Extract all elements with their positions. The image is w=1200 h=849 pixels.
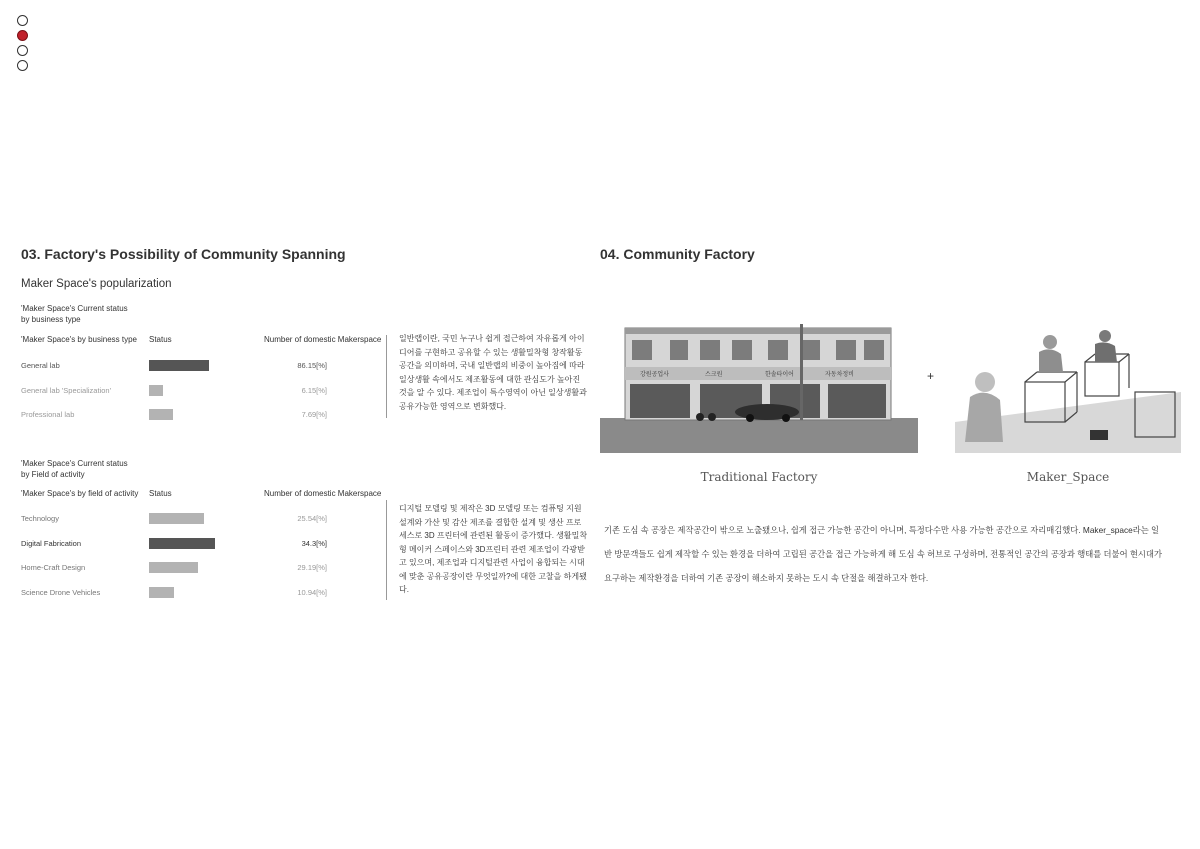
row-value: 10.94[%] (297, 587, 327, 597)
status-bar (149, 385, 163, 396)
status-bar (149, 587, 174, 598)
table2-col-field: 'Maker Space's by field of activity (21, 489, 139, 498)
table2-title (21, 458, 161, 480)
store-sign-3: 한솔타이어 (765, 371, 794, 378)
table1-title-line1: 'Maker Space's Current status (21, 304, 128, 313)
community-factory-line-2: 반 방문객들도 쉽게 제작할 수 있는 환경을 더하여 고립된 공간을 접근 가능하게 해 도심 속 허브로 구성하며, 전통적인 공간의 공장과 행태를 더불어 현시대가 (604, 549, 1162, 559)
table2-header (21, 489, 387, 503)
row-label: Professional lab (21, 410, 75, 419)
table2-title-line1: 'Maker Space's Current status (21, 459, 128, 468)
status-bar (149, 360, 209, 371)
table-row (21, 357, 387, 382)
row-value: 29.19[%] (297, 563, 327, 572)
table1-title-line2: by business type (21, 315, 81, 324)
community-factory-line-3: 요구하는 제작환경을 더하여 기존 공장이 해소하지 못하는 도시 속 단절을 해결하고자 한다. (604, 573, 929, 583)
row-label: Digital Fabrication (21, 538, 82, 548)
table-row (21, 510, 387, 535)
row-label: General lab 'Specialization' (21, 385, 111, 395)
section-title-factory-possibility: 03. Factory's Possibility of Community Spanning (21, 246, 346, 262)
status-bar (149, 562, 198, 573)
table-row (21, 584, 387, 609)
row-value: 34.3[%] (301, 538, 327, 548)
table-row (21, 406, 387, 431)
section-title-community-factory: 04. Community Factory (600, 246, 755, 262)
maker-space-image (955, 322, 1181, 453)
field-activity-table (21, 489, 387, 608)
page-nav-dots (17, 15, 28, 75)
row-label: General lab (21, 361, 60, 370)
row-value: 7.69[%] (301, 410, 327, 419)
business-type-table (21, 335, 387, 431)
business-type-paragraph: 일반랩이란, 국민 누구나 쉽게 접근하여 자유롭게 아이디어를 구현하고 공유할 수 있는 생활밀착형 창작활동 공간을 의미하며, 국내 일반랩의 비중이 높아짐에 따라 일상생활 속에서도 제조활동에 대한 관심도가 높아진 것을 알 수 있다. 제조업이 특수영역이 아닌 일상생활과 공유가능한 영역으로 변화했다. (399, 334, 587, 411)
row-value: 6.15[%] (301, 385, 327, 395)
table1-col-status: Status (149, 335, 172, 344)
caption-maker-space: Maker_Space (1026, 470, 1110, 484)
status-bar (149, 513, 204, 524)
page-dot-2-active[interactable] (17, 30, 28, 41)
status-bar (149, 409, 173, 420)
table1-header (21, 335, 387, 349)
store-sign-1: 강원공업사 (640, 371, 669, 378)
table1-col-type: 'Maker Space's by business type (21, 335, 137, 344)
divider-line (386, 335, 387, 418)
table2-title-line2: by Field of activity (21, 470, 85, 479)
table1-col-number: Number of domestic Makerspace (264, 335, 382, 344)
table-row (21, 535, 387, 560)
row-label: Science Drone Vehicles (21, 587, 101, 597)
store-sign-4: 자동차정비 (825, 371, 854, 378)
table-row (21, 382, 387, 407)
table2-col-status: Status (149, 489, 172, 498)
row-label: Technology (21, 514, 59, 523)
row-label: Home-Craft Design (21, 563, 86, 572)
table2-col-number: Number of domestic Makerspace (264, 489, 382, 498)
plus-sign: + (927, 369, 935, 383)
store-sign-2: 스크원 (705, 371, 723, 378)
page-dot-1[interactable] (17, 15, 28, 26)
table-row (21, 559, 387, 584)
divider-line (386, 500, 387, 600)
table1-title (21, 303, 161, 325)
subtitle-makerspace-popularization: Maker Space's popularization (21, 278, 172, 290)
status-bar (149, 538, 215, 549)
field-activity-paragraph: 디지털 모델링 및 제작은 3D 모델링 또는 컴퓨팅 지원 설계와 가산 및 감산 제조를 결합한 설계 및 생산 프로세스로 3D 프린터에 관련된 활동이 증가했다. 생활밀착형 메이커 스페이스와 3D프린터 관련 제조업이 각광받고 있으며, 제조업과 디지털관련 사업이 융합되는 시대에 맞춘 공유공장이란 무엇일까?에 대한 고찰을 하게됐다. (399, 504, 588, 594)
page-dot-4[interactable] (17, 60, 28, 71)
community-factory-line-1: 기존 도심 속 공장은 제작공간이 밖으로 노출됐으나, 쉽게 접근 가능한 공간이 아니며, 특정다수만 사용 가능한 공간으로 자리매김했다. Maker_space라는 일 (604, 525, 1160, 535)
caption-traditional-factory: Traditional Factory (700, 470, 818, 484)
traditional-factory-image (600, 322, 918, 453)
row-value: 86.15[%] (297, 361, 327, 370)
row-value: 25.54[%] (297, 514, 327, 523)
page-dot-3[interactable] (17, 45, 28, 56)
